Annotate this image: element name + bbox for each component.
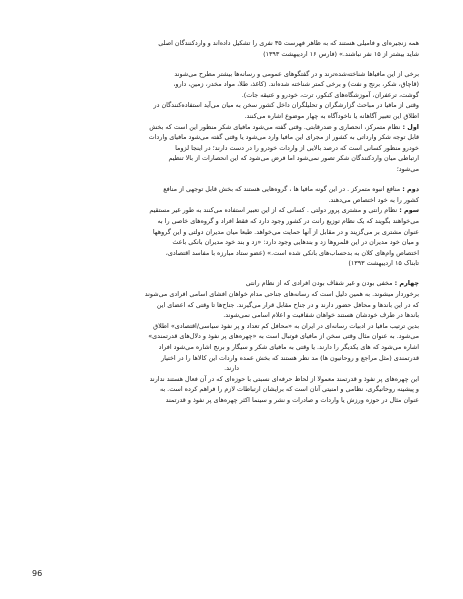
text-line: و میان خود مدیران در این قلمروها زد و بندهایی وجود دارد: «زد و بند خود مدیران بانکی باعث [172,238,419,247]
paragraph-second [44,184,419,269]
text-span: نظام رانتی و مشتری پرور دولتی . کسانی که از این تعبیر استفاده می‌کنند به طور غیر مستقیم [149,206,398,215]
text-line: عنوان مثال در حوزه ورزش یا واردات و صادرات و نشر و سینما اکثر چهره‌های پر نفوذ و قدرتمند [165,395,419,404]
paragraph-groups [44,69,419,122]
text-line: قابل توجه شکر وارداتی به کشور از مجرای این مافیا وارد می‌شود یا وقتی گفته می‌شود مافیای واردات [148,133,419,142]
text-line: عنوان مشتری بر می‌گزیند و در مقابل از آنها حمایت می‌خواهد. طبعا میان مدیران دولتی و این گروهها [152,227,419,236]
text-line: شاید بیشتر از ۱۵ نفر نباشند.» (فارس ۱۶ اردیبهشت ۱۳۹۳) [263,49,419,58]
text-line: همه زنجیره‌ای و فامیلی هستند که به ظاهر فهرست ۳۵ نفری را تشکیل داده‌اند و واردکنندگان اصلی [158,39,419,47]
text-line: و پیشینه روحانیگری، نظامی و امنیتی آنان است که برایشان ارتباطات لازم را فراهم کرده است. به [159,385,419,394]
paragraph-fourth [44,278,419,373]
text-span: مخفی بودن و غیر شفاف بودن افرادی که از نظام رانتی [245,279,393,288]
text-line: باندها در طرف خودشان هستند خواهان شفافیت و اعلام اسامی نمی‌شوند. [223,311,419,320]
body-text [44,38,419,406]
text-line: وقتی از مافیا در مباحث گزارشگران و تحلیلگران داخل کشور سخن به میان می‌آید استفاده‌کنندگان در [153,101,419,110]
text-line: می‌شود؛ [396,165,419,174]
text-line: اختصاص وام‌های کلان به بدحساب‌های بانکی شده است.» (عضو ستاد مبارزه با مفاسد اقتصادی، [165,248,419,257]
text-line: گوشت، ترعفران، آموزشگاه‌های کنکور، ترت، خودرو و عتیقه جات). [241,90,419,99]
text-line: این چهره‌های پر نفوذ و قدرتمند معمولا از لحاظ حرفه‌ای نسبتی با حوزه‌ای که در آن فعال هستند ندارند [149,374,419,383]
text-line: برخی از این مافیاها شناخته‌شده‌ترند و در گفتگوهای عمومی و رسانه‌ها بیشتر مطرح می‌شوند [174,69,419,78]
section-label: چهارم : [394,279,419,288]
text-line [44,278,419,289]
text-line: قدرتمندی (مثل مراجع و روحانیون ها) مد نظر هستند که بخش عمده واردات این کالاها را در اختیار [161,353,419,362]
section-label: اول : [402,122,419,131]
text-line: اشاره می‌شود که های یکدیگر را دارند. یا وقتی به مافیای شکر و سیگار و برنج اشاره می‌شود افراد [158,342,419,351]
section-label: دوم : [402,185,419,194]
text-span: منافع انبوه متمرکز . در این گونه مافیا ها ، گروه‌هایی هستند که بخش قابل توجهی از منافع [163,185,401,194]
paragraph-first [44,122,419,175]
text-span: نظام متمرکز، انحصاری و ضدرقابتی. وقتی گفته می‌شود مافیای شکر منظور این است که بخش [149,122,401,131]
text-line [44,122,419,133]
text-line: بدین ترتیب مافیا در ادبیات رسانه‌ای در ایران به «محافل کم تعداد و پر نفوذ سیاسی/اقتصادی» اطلاق [153,321,419,330]
text-line: (قاچاق، شکر، برنج و نفت) و برخی کمتر شناخته شده‌اند. (کاغذ، طلا، مواد مخدر، زمین، دارو، [173,80,419,89]
text-line: برخوردار میشوند. به همین دلیل است که رسانه‌های جناحی مدام خواهان افشای اسامی افرادی می‌شوند [144,289,419,298]
text-line: می‌شود. به عنوان مثال وقتی سخن از مافیای فوتبال است به «چهره‌های پر نفوذ و دلال‌های قدرتمندی» [148,332,419,341]
text-line: اطلاق این تعبیر آگاهانه یا ناخودآگاه به چهار موضوع اشاره می‌کنند. [244,112,419,121]
section-label: سوم : [399,206,419,215]
text-line [44,205,419,216]
page-number: 96 [32,569,43,578]
paragraph-intro [44,38,419,59]
paragraph-closing [44,374,419,406]
text-line: کشور را به خود اختصاص می‌دهند. [328,195,419,204]
text-line: می‌خواهند بگویند که یک نظام توزیع رانت در کشور وجود دارد که فقط افراد و گروه‌های خاصی را به [157,216,419,225]
text-line: تابناک ۱۵ اردیبهشت ۱۳۹۳) [348,259,419,268]
text-line: خودرو منظور کسانی است که درصد بالایی از واردات خودرو را در دست دارند؛ در اینجا لزوما [175,143,419,152]
text-line: دارند. [224,364,239,373]
text-line: که در این باندها و محافل حضور دارند و در جناح مقابل قرار می‌گیرند. جناح‌ها تا وقتی که اعضای این [156,300,419,309]
text-line [44,184,419,195]
text-line: ارتباطی میان واردکنندگان شکر تصور نمی‌شود اما فرض می‌شود که این انحصارات از بالا تنظیم [168,154,419,163]
